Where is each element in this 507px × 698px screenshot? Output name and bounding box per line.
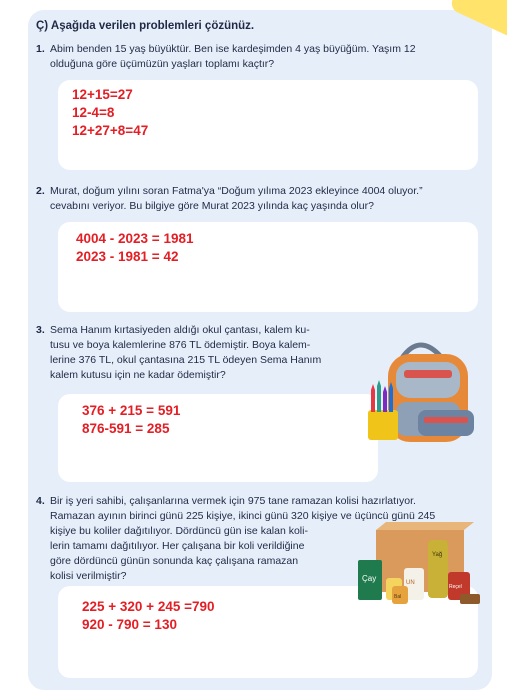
ramadan-box-illustration	[356, 522, 486, 608]
answer-line: 376 + 215 = 591	[82, 403, 181, 418]
answer-line: 876-591 = 285	[82, 421, 170, 436]
question-number: 4.	[36, 495, 45, 507]
answer-area	[82, 598, 215, 634]
answer-line: 225 + 320 + 245 =790	[82, 599, 215, 614]
section-heading: Ç) Aşağıda verilen problemleri çözünüz.	[36, 20, 255, 32]
jam-label: Reçel	[449, 584, 462, 590]
question-line: lerine 376 TL, okul çantasına 215 TL ödeyen Sema Hanım	[50, 354, 322, 366]
question-line: lerin tamamı dağıtılıyor. Her çalışana bir koli verildiğine	[50, 540, 305, 552]
question-3	[36, 323, 322, 383]
question-line: Sema Hanım kırtasiyeden aldığı okul çantası, kalem ku-	[50, 324, 310, 336]
question-line: tusu ve boya kalemlerine 876 TL ödemiştir. Boya kalem-	[50, 339, 311, 351]
question-number: 1.	[36, 43, 45, 55]
question-2	[36, 184, 423, 214]
question-line: olduğuna göre üçümüzün yaşları toplamı kaçtır?	[50, 58, 275, 70]
answer-line: 2023 - 1981 = 42	[76, 249, 179, 264]
answer-box-2[interactable]	[58, 222, 478, 312]
question-line: göre dördüncü günün sonunda kaç çalışana ramazan	[50, 555, 299, 567]
question-line: Murat, doğum yılını soran Fatma'ya “Doğum yılıma 2023 ekleyince 4004 oluyor.”	[50, 185, 423, 197]
answer-area	[76, 230, 193, 266]
question-line: Ramazan ayının birinci günü 225 kişiye, ikinci günü 320 kişiye ve üçüncü günü 245	[50, 510, 436, 522]
answer-area	[82, 402, 180, 438]
honey-label: Bal	[394, 594, 402, 600]
question-line: cevabını veriyor. Bu bilgiye göre Murat 2023 yılında kaç yaşında olur?	[50, 200, 374, 212]
answer-box-1[interactable]	[58, 80, 478, 170]
question-line: Abim benden 15 yaş büyüktür. Ben ise kardeşimden 4 yaş büyüğüm. Yaşım 12	[50, 43, 416, 55]
oil-label: Yağ	[432, 552, 443, 558]
question-1	[36, 42, 416, 72]
answer-box-3[interactable]	[58, 394, 378, 482]
answer-line: 920 - 790 = 130	[82, 617, 177, 632]
answer-line: 12-4=8	[72, 105, 115, 120]
answer-line: 4004 - 2023 = 1981	[76, 231, 194, 246]
question-line: kalem kutusu için ne kadar ödemiştir?	[50, 369, 226, 381]
tea-label: Çay	[362, 574, 377, 583]
question-number: 3.	[36, 324, 45, 336]
question-line: Bir iş yeri sahibi, çalışanlarına vermek için 975 tane ramazan kolisi hazırlatıyor.	[50, 495, 416, 507]
flour-label: UN	[406, 580, 415, 586]
answer-line: 12+27+8=47	[72, 123, 149, 138]
question-number: 2.	[36, 185, 45, 197]
backpack-illustration	[362, 330, 480, 446]
answer-line: 12+15=27	[72, 87, 133, 102]
answer-area	[72, 86, 148, 140]
question-line: kişiye bu koliler dağıtılıyor. Dördüncü gün ise kalan koli-	[50, 525, 308, 537]
question-line: kolisi verilmiştir?	[50, 570, 127, 582]
